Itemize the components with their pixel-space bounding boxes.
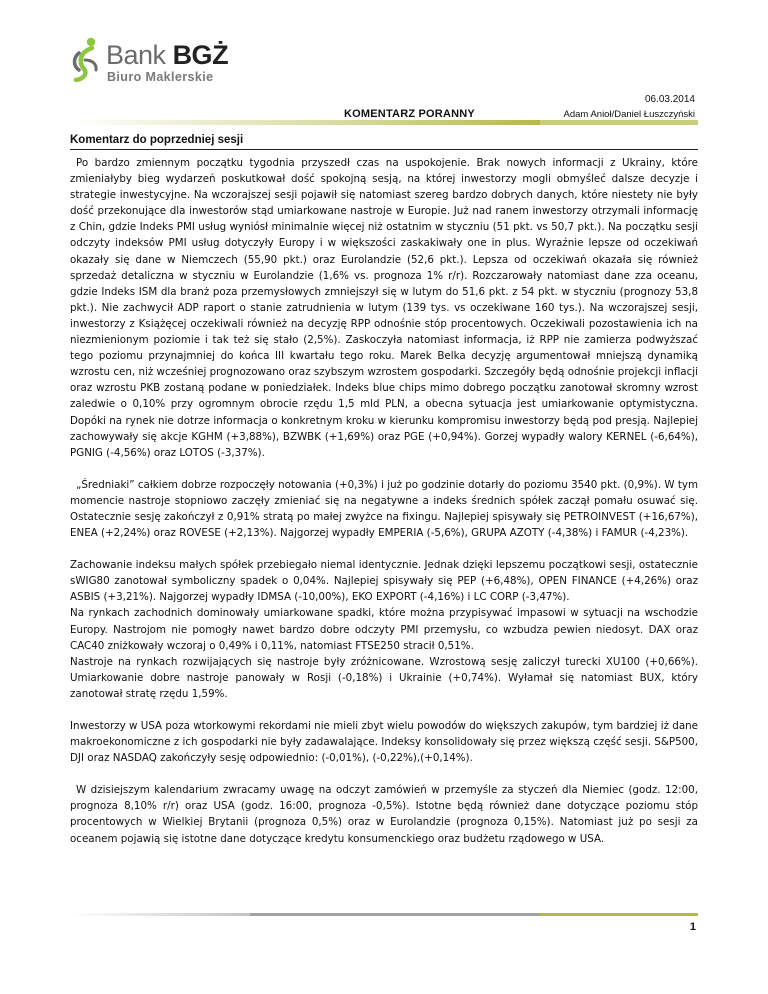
paragraph-western-markets: Na rynkach zachodnich dominowały umiarkowane spadki, które można przypisywać impasowi w sytuacji na wschodzie Europy. Nastrojom nie pomogły nawet bardzo dobre odczyty PMI przemysłu, co wzbudza pewien niedosyt. DAX oraz CAC40 zniżkowały wczoraj o 0,49% i 0,11%, natomiast FTSE250 stracił 0,51%.: [70, 607, 698, 652]
paragraph-mwig40: „Średniaki” całkiem dobrze rozpoczęły notowania (+0,3%) i już po godzinie dotarły do poziomu 3540 pkt. (0,9%). W tym momencie nastroje stopniowo zaczęły zmieniać się na negatywne a indeks średnich spółek zaczął pomału osuwać się. Ostatecznie sesję zakończył z 0,91% stratą po małej zwyżce na fixingu. Najlepiej spisywały się PETROINVEST (+16,67%), ENEA (+2,24%) oraz ROVESE (+2,13%). Najgorzej wypadły EMPERIA (-5,6%), GRUPA AZOTY (-4,38%) i FAMUR (-4,23%).: [70, 478, 698, 540]
paragraph-usa: Inwestorzy w USA poza wtorkowymi rekordami nie mieli zbyt wielu powodów do większych zakupów, tym bardziej iż dane makroekonomiczne z ich gospodarki nie były zadawalające. Indeksy konsolidowały się przez większą część sesji. S&P500, DJI oraz NASDAQ zakończyły sesję odpowiednio: (-0,01%), (-0,22%),(+0,14%).: [70, 720, 698, 765]
paragraph-swig80: Zachowanie indeksu małych spółek przebiegało niemal identycznie. Jednak dzięki lepszemu początkowi sesji, ostatecznie sWIG80 zanotował symboliczny spadek o 0,04%. Najlepiej spisywały się PEP (+6,48%), OPEN FINANCE (+4,26%) oraz ASBIS (+3,21%). Najgorzej wypadły IDMSA (-10,00%), EKO EXPORT (-4,16%) i LC CORP (-3,47%).: [70, 559, 698, 604]
report-title: KOMENTARZ PORANNY: [344, 108, 475, 120]
section-title: Komentarz do poprzedniej sesji: [70, 134, 244, 146]
bank-logo: [70, 36, 270, 86]
bank-logo-text: [106, 42, 228, 69]
bank-word: Bank: [106, 40, 166, 70]
paragraph-emerging-markets: Nastroje na rynkach rozwijających się nastroje były zróżnicowane. Wzrostową sesję zaliczył turecki XU100 (+0,66%). Umiarkowanie dobre nastroje panowały w Rosji (-0,18%) i Ukrainie (+0,74%). Wyłamał się natomiast BUX, który zanotował stratę rzędu 1,59%.: [70, 655, 698, 700]
bank-logo-subtitle: Biuro Maklerskie: [107, 70, 214, 84]
report-authors: Adam Anioł/Daniel Łuszczyński: [563, 109, 695, 120]
footer-divider-accent: [540, 913, 698, 916]
footer-divider-fade: [70, 913, 250, 916]
bank-logo-icon: [70, 36, 102, 82]
header-divider-accent: [540, 120, 698, 125]
header-divider: [70, 120, 698, 125]
commentary-body: [70, 155, 698, 863]
report-date: 06.03.2014: [644, 94, 695, 105]
page-number: 1: [689, 921, 696, 933]
paragraph-wig20: Po bardzo zmiennym początku tygodnia przyszedł czas na uspokojenie. Brak nowych informacji z Ukrainy, które zmieniałyby bieg wydarzeń poskutkował dość spokojną sesją, na której inwestorzy mogli obmyśleć dalsze decyzje i strategie inwestycyjne. Na wczorajszej sesji pojawił się natomiast szereg bardzo dobrych danych, które niestety nie były dość przekonujące dla inwestorów stąd umiarkowane nastroje w Europie. Już nad ranem inwestorzy otrzymali informację z Chin, gdzie Indeks PMI usług wyniósł minimalnie więcej niż ostatnim w styczniu (51 pkt. vs 50,7 pkt.). Na początku sesji odczyty indeksów PMI usług dotyczyły Europy i w większości zaskakiwały one in plus. Wyraźnie lepsze od oczekiwań okazały się dane w Niemczech (55,90 pkt.) oraz Eurolandzie (52,6 pkt.). Lepsza od oczekiwań okazała się również sprzedaż detaliczna w styczniu w Eurolandzie (1,6% vs. prognoza 1% r/r). Rozczarowały natomiast dane zza oceanu, gdzie Indeks ISM dla branż poza przemysłowych zmniejszył się w lutym do 51,6 pkt. z 54 pkt. w styczniu (prognozy 53,8 pkt.). Nie zachwycił ADP raport o stanie zatrudnienia w lutym (139 tys. vs oczekiwane 160 tys.). Na wczorajszej sesji, inwestorzy z Książęcej oczekiwali również na decyzję RPP odnośnie stóp procentowych. Oczekiwali pozostawienia ich na niezmienionym poziomie i tak też się stało (2,5%). Zaskoczyła natomiast informacja, iż RPP nie zamierza podwyższać tego poziomu przynajmniej do końca III kwartału tego roku. Marek Belka decyzję argumentował mniejszą dynamiką wzrostu cen, niż wcześniej prognozowano oraz szybszym wzrostem gospodarki. Szczegóły będą odnośnie projekcji inflacji oraz wzrostu PKB zostaną podane w poniedziałek. Indeks blue chips mimo dobrego początku zanotował skromny wzrost zaledwie o 0,10% przy ogromnym obrocie rzędu 1,5 mld PLN, a obecna sytuacja jest umiarkowanie optymistyczna. Dopóki na rynek nie dotrze informacja o konkretnym kroku w kierunku kompromisu inwestorzy będą pod presją. Najlepiej zachowywały się akcje KGHM (+3,88%), BZWBK (+1,69%) oraz PGE (+0,94%). Gorzej wypadły walory KERNEL (-6,64%), PGNIG (-4,56%) oraz LOTOS (-3,37%).: [70, 157, 698, 459]
section-rule: [70, 149, 698, 150]
footer-divider: [70, 913, 698, 916]
header-divider-gradient: [70, 120, 540, 125]
bank-name: BGŻ: [172, 40, 229, 70]
paragraph-calendar: W dzisiejszym kalendarium zwracamy uwagę na odczyt zamówień w przemyśle za styczeń dla Niemiec (godz. 12:00, prognoza 8,10% r/r) oraz USA (godz. 16:00, prognoza -0,5%). Istotne będą również dane dotyczące poziomu stóp procentowych w Wielkiej Brytanii (prognoza 0,5%) oraz w Eurolandzie (prognoza 0,15%). Natomiast już po sesji za oceanem pojawią się istotne dane dotyczące kredytu konsumenckiego oraz budżetu rządowego w USA.: [70, 784, 698, 845]
footer-divider-gray: [250, 913, 540, 916]
